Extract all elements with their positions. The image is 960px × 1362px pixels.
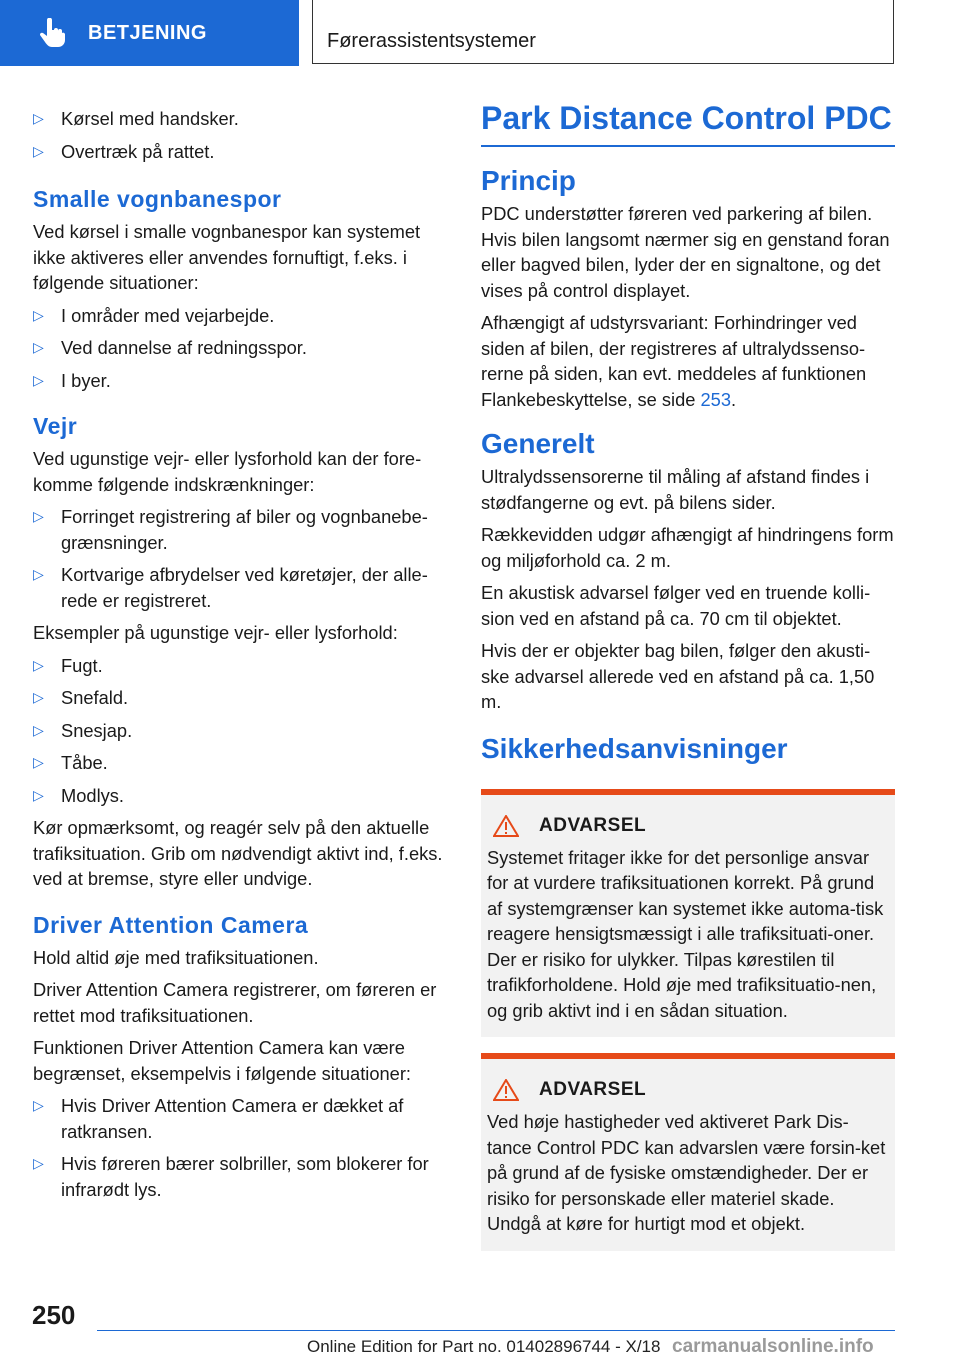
list-item: ▷ Overtræk på rattet. — [33, 139, 447, 165]
list-item: ▷ Modlys. — [33, 783, 447, 809]
triangle-bullet-icon: ▷ — [33, 508, 44, 524]
hand-pointer-icon — [38, 18, 66, 48]
triangle-bullet-icon: ▷ — [33, 689, 44, 705]
section-tab[interactable] — [0, 0, 299, 66]
warning-title: ADVARSEL — [539, 1079, 647, 1100]
list-item: ▷ Kørsel med handsker. — [33, 106, 447, 132]
paragraph: Kør opmærksomt, og reagér selv på den aktuelle trafiksituation. Grib om nødvendigt aktivt ind, f.eks. ved at bremse, styre eller undvige. — [33, 817, 443, 889]
triangle-bullet-icon: ▷ — [33, 142, 44, 159]
list-item: ▷ Tåbe. — [33, 750, 447, 776]
page-title: Park Distance Control PDC — [481, 100, 895, 147]
list-item: ▷ I områder med vejarbejde. — [33, 303, 447, 329]
warning-title: ADVARSEL — [539, 814, 647, 836]
triangle-bullet-icon: ▷ — [33, 1155, 44, 1171]
list-item: ▷ I byer. — [33, 368, 447, 394]
paragraph: Afhængigt af udstyrsvariant: Forhindringer ved siden af bilen, der registreres af ultralydssenso-rerne på siden, kan evt. meddeles af funktionen Flankebeskyttelse, se side 253. — [481, 312, 867, 410]
triangle-bullet-icon: ▷ — [33, 306, 44, 323]
paragraph: Eksempler på ugunstige vejr- eller lysforhold: — [33, 622, 398, 643]
heading-vejr: Vejr — [33, 413, 78, 439]
heading-sikkerhed: Sikkerhedsanvisninger — [481, 732, 788, 764]
bullet-list — [33, 303, 447, 394]
triangle-bullet-icon: ▷ — [33, 566, 44, 582]
heading-princip: Princip — [481, 165, 576, 196]
warning-triangle-icon — [493, 815, 519, 837]
paragraph: En akustisk advarsel følger ved en truende kolli-sion ved en afstand på ca. 70 cm til objektet. — [481, 582, 871, 629]
triangle-bullet-icon: ▷ — [33, 754, 44, 770]
list-item: ▷ Snesjap. — [33, 718, 447, 744]
page-reference-link[interactable]: 253 — [700, 388, 731, 410]
bullet-list — [33, 106, 447, 164]
paragraph: PDC understøtter føreren ved parkering af bilen. Hvis bilen langsomt nærmer sig en genstand foran eller bagved bilen, lyder der en signaltone, og det vises på control displayet. — [481, 203, 890, 301]
paragraph: Driver Attention Camera registrerer, om føreren er rettet mod trafiksituationen. — [33, 979, 437, 1026]
warning-box — [481, 1053, 895, 1251]
edition-info: Online Edition for Part no. 01402896744 - X/18 — [307, 1337, 661, 1356]
right-column — [481, 100, 895, 1267]
bullet-list — [33, 504, 447, 613]
paragraph: Hvis der er objekter bag bilen, følger den akusti-ske advarsel allerede ved en afstand på ca. 1,50 m. — [481, 640, 875, 712]
list-item: ▷ Forringet registrering af biler og vognbanebe-grænsninger. — [33, 506, 428, 553]
paragraph: Funktionen Driver Attention Camera kan være begrænset, eksempelvis i følgende situationer: — [33, 1037, 412, 1084]
warning-box — [481, 789, 895, 1038]
watermark: carmanualsonline.info — [672, 1336, 874, 1357]
list-item: ▷ Fugt. — [33, 653, 447, 679]
paragraph: Rækkevidden udgør afhængigt af hindringens form og miljøforhold ca. 2 m. — [481, 524, 894, 571]
triangle-bullet-icon: ▷ — [33, 339, 44, 355]
heading-smalle: Smalle vognbanespor — [33, 186, 282, 212]
heading-generelt: Generelt — [481, 428, 595, 459]
paragraph: Ved ugunstige vejr- eller lysforhold kan der fore-komme følgende indskrænkninger: — [33, 448, 422, 495]
paragraph: Hold altid øje med trafiksituationen. — [33, 946, 319, 968]
bullet-list — [33, 653, 447, 809]
heading-camera: Driver Attention Camera — [33, 911, 309, 938]
paragraph: Ved kørsel i smalle vognbanespor kan systemet ikke aktiveres eller anvendes fornuftigt, f.eks. i følgende situationer: — [33, 221, 421, 293]
triangle-bullet-icon: ▷ — [33, 1097, 44, 1113]
chapter-title: Førerassistentsystemer — [312, 0, 894, 64]
left-column — [33, 100, 447, 1209]
list-item: ▷ Hvis Driver Attention Camera er dækket af ratkransen. — [33, 1095, 404, 1142]
warning-text: Ved høje hastigheder ved aktiveret Park Dis-tance Control PDC kan advarslen være forsin-ket på grund af de fysiske omstændigheder. Der er risiko for personskade eller materiel skade. Undgå at køre for hurtigt mod et objekt. — [487, 1111, 886, 1234]
footer-divider — [97, 1330, 895, 1331]
section-label: BETJENING — [88, 21, 207, 44]
list-item: ▷ Snefald. — [33, 685, 447, 711]
page-number: 250 — [32, 1300, 76, 1330]
bullet-list — [33, 1093, 447, 1202]
triangle-bullet-icon: ▷ — [33, 371, 44, 388]
warning-triangle-icon — [493, 1079, 519, 1101]
list-item: ▷ Hvis føreren bærer solbriller, som blokerer for infrarødt lys. — [33, 1153, 429, 1200]
list-item: ▷ Ved dannelse af redningsspor. — [33, 335, 447, 361]
triangle-bullet-icon: ▷ — [33, 656, 44, 673]
warning-text: Systemet fritager ikke for det personlige ansvar for at vurdere trafiksituationen korrekt. På grund af systemgrænser kan systemet ikke automa-tisk reagere hensigtsmæssigt i alle trafiksituati-oner. Der er risiko for ulykker. Tilpas kørestilen til trafikforholdene. Hold øje med trafiksituatio-nen, og grib aktivt ind i en sådan situation. — [487, 846, 884, 1021]
triangle-bullet-icon: ▷ — [33, 721, 44, 738]
paragraph: Ultralydssensorerne til måling af afstand findes i stødfangerne og evt. på bilens sider. — [481, 466, 870, 513]
list-item: ▷ Kortvarige afbrydelser ved køretøjer, der alle-rede er registreret. — [33, 564, 428, 611]
triangle-bullet-icon: ▷ — [33, 110, 44, 126]
triangle-bullet-icon: ▷ — [33, 786, 44, 803]
